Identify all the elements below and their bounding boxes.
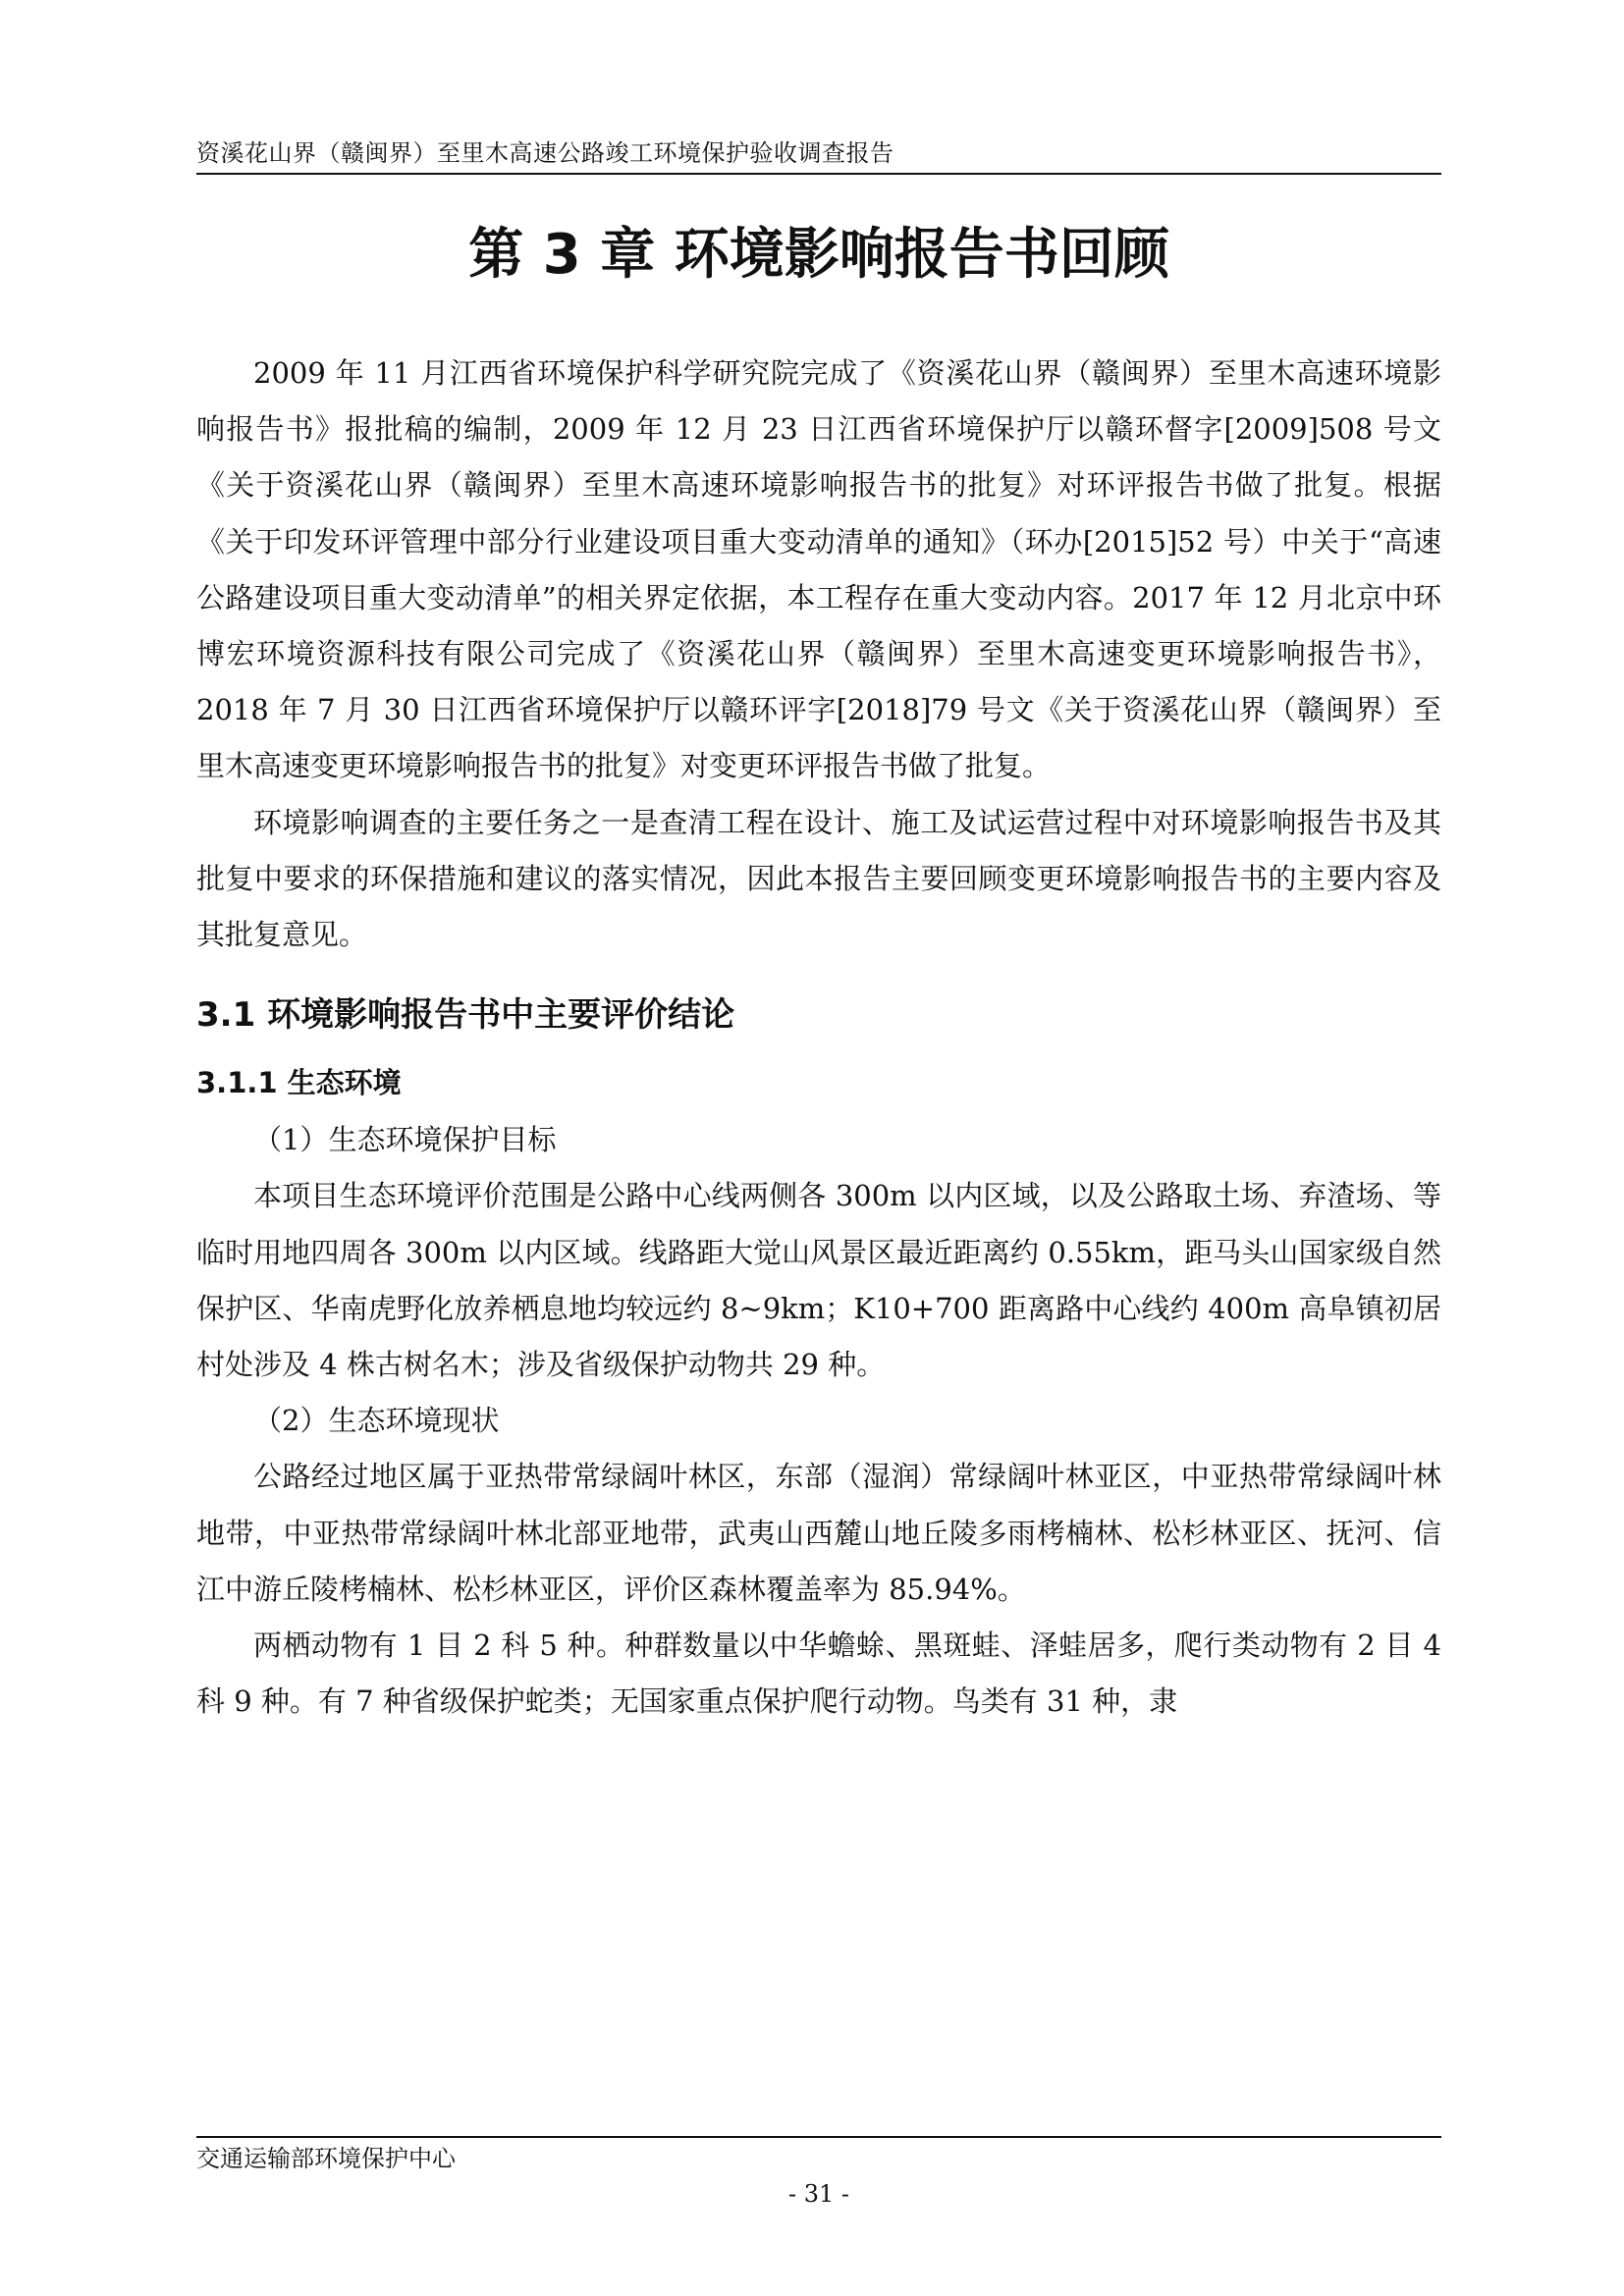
subsection-heading-3-1-1: 3.1.1 生态环境 — [196, 1066, 402, 1100]
item-label-2: （2）生态环境现状 — [253, 1404, 500, 1438]
page-header — [196, 133, 1441, 175]
item-label-1: （1）生态环境保护目标 — [253, 1123, 557, 1157]
footer-organization: 交通运输部环境保护中心 — [196, 2145, 456, 2172]
footer-divider — [196, 2136, 1441, 2138]
header-title: 资溪花山界（赣闽界）至里木高速公路竣工环境保护验收调查报告 — [196, 139, 894, 167]
intro-paragraph-2: 环境影响调查的主要任务之一是查清工程在设计、施工及试运营过程中对环境影响报告书及其批复中要求的环保措施和建议的落实情况，因此本报告主要回顾变更环境影响报告书的主要内容及其批复意见。 — [196, 805, 1441, 952]
document-body — [196, 346, 1441, 1730]
page-number: - 31 - — [787, 2180, 849, 2208]
chapter-title: 第 3 章 环境影响报告书回顾 — [468, 223, 1169, 287]
intro-paragraph-1: 2009 年 11 月江西省环境保护科学研究院完成了《资溪花山界（赣闽界）至里木高速环境影响报告书》报批稿的编制，2009 年 12 月 23 日江西省环境保护厅以赣环督字[2009]508 号文《关于资溪花山界（赣闽界）至里木高速环境影响报告书的批复》对环评报告书做了批复。根据《关于印发环评管理中部分行业建设项目重大变动清单的通知》（环办[2015]52 号）中关于“高速公路建设项目重大变动清单”的相关界定依据，本工程存在重大变动内容。2017 年 12 月北京中环博宏环境资源科技有限公司完成了《资溪花山界（赣闽界）至里木高速变更环境影响报告书》，2018 年 7 月 30 日江西省环境保护厅以赣环评字[2018]79 号文《关于资溪花山界（赣闽界）至里木高速变更环境影响报告书的批复》对变更环评报告书做了批复。 — [196, 356, 1441, 783]
item-2-paragraph-1: 公路经过地区属于亚热带常绿阔叶林区，东部（湿润）常绿阔叶林亚区，中亚热带常绿阔叶林地带，中亚热带常绿阔叶林北部亚地带，武夷山西麓山地丘陵多雨栲楠林、松杉林亚区、抚河、信江中游丘陵栲楠林、松杉林亚区，评价区森林覆盖率为 85.94%。 — [196, 1460, 1441, 1606]
section-heading-3-1: 3.1 环境影响报告书中主要评价结论 — [196, 995, 735, 1036]
item-1-paragraph: 本项目生态环境评价范围是公路中心线两侧各 300m 以内区域，以及公路取土场、弃渣场、等临时用地四周各 300m 以内区域。线路距大觉山风景区最近距离约 0.55km，距马头山国家级自然保护区、华南虎野化放养栖息地均较远约 8~9km；K10+700 距离路中心线约 400m 高阜镇初居村处涉及 4 株古树名木；涉及省级保护动物共 29 种。 — [196, 1179, 1441, 1382]
item-2-paragraph-2: 两栖动物有 1 目 2 科 5 种。种群数量以中华蟾蜍、黑斑蛙、泽蛙居多，爬行类动物有 2 目 4 科 9 种。有 7 种省级保护蛇类；无国家重点保护爬行动物。鸟类有 31 种，隶 — [196, 1629, 1441, 1719]
